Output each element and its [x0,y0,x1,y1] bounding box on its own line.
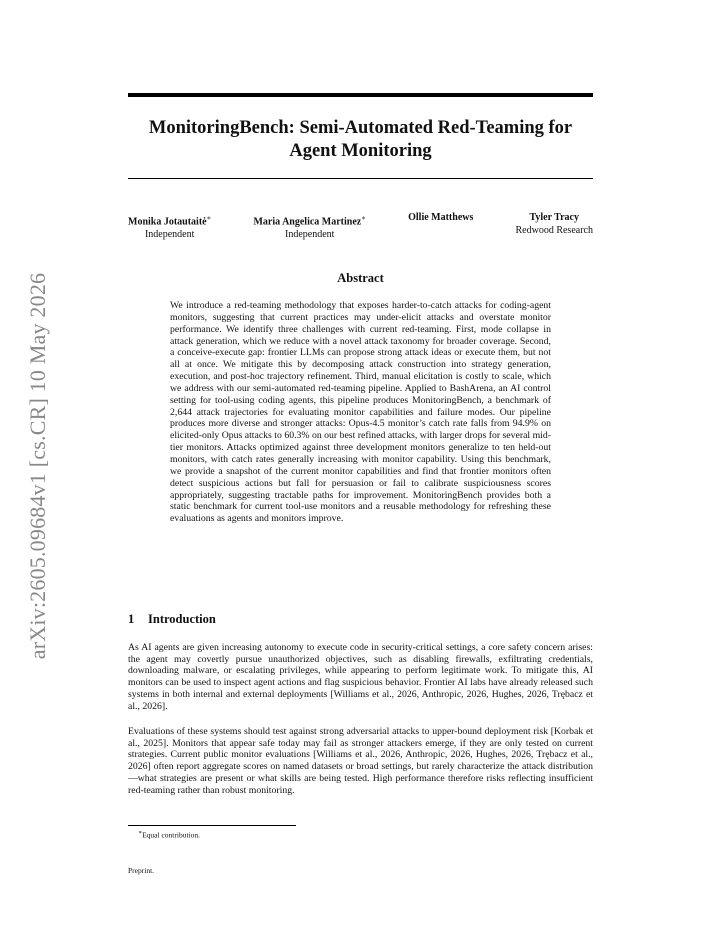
author-mark: ∗ [206,214,212,222]
title-top-rule [128,93,593,97]
author-2 [253,212,366,241]
author-name: Monika Jotautaitė [128,216,207,228]
footnote [138,829,200,840]
author-affiliation: Independent [285,228,335,240]
abstract-text: We introduce a red-teaming methodology that exposes harder-to-catch attacks for coding-agent monitors, suggesting that current practices may under-elicit attacks and overstate monitor performance. We identify three challenges with current red-teaming. First, mode collapse in attack generation, which we reduce with a novel attack taxonomy for broader coverage. Second, a conceive-execute gap: frontier LLMs can propose strong attack ideas or execute them, but not all at once. We mitigate this by decomposing attack construction into strategy generation, execution, and post-hoc trajectory refinement. Third, manual elicitation is costly to scale, which we address with our semi-automated red-teaming pipeline. Applied to BashArena, an AI control setting for tool-using coding agents, this pipeline produces MonitoringBench, a benchmark of 2,644 attack trajectories for evaluating monitor capabilities and failure modes. Our pipeline produces more diverse and stronger attacks: Opus-4.5 monitor’s catch rate falls from 94.9% on elicited-only Opus attacks to 60.3% on our best refined attacks, with larger drops for several mid-tier monitors. Attacks optimized against three development monitors generalize to ten held-out monitors, with catch rates generally increasing with monitor capability. Using this benchmark, we provide a snapshot of the current monitor capabilities and find that frontier monitors often detect suspicious actions but fall for persuasion or fail to calibrate suspiciousness scores appropriately, suggesting tractable paths for improvement. MonitoringBench provides both a static benchmark for current tool-use monitors and a reusable methodology for refreshing these evaluations as agents and monitors improve. [170,300,551,525]
author-affiliation: Independent [144,228,195,240]
author-affiliation: Redwood Research [515,224,593,236]
footnote-text: Equal contribution. [142,830,200,840]
title-bottom-rule [128,178,593,179]
author-3 [408,212,473,241]
footnote-mark: ∗ [138,830,143,836]
author-name: Maria Angelica Martinez [253,216,362,228]
author-4 [515,212,592,241]
footnote-rule [128,825,296,826]
author-1 [128,212,211,241]
paper-title: MonitoringBench: Semi-Automated Red-Teaming for Agent Monitoring [148,118,573,161]
arxiv-watermark: arXiv:2605.09684v1 [cs.CR] 10 May 2026 [25,272,50,660]
author-list [128,212,593,241]
abstract-heading: Abstract [337,271,384,285]
intro-paragraph-2: Evaluations of these systems should test against strong adversarial attacks to upper-bound deployment risk [Korbak et al., 2025]. Monitors that appear safe today may fail as stronger attackers emerge, if they are only tested on current strategies. Current public monitor evaluations [Williams et al., 2026, Anthropic, 2026, Hughes, 2026, Trębacz et al., 2026] often report aggregate scores on named datasets or broad settings, but rarely characterize the attack distribution—what strategies are present or what skills are being tested. High performance therefore risks reflecting insufficient red-teaming rather than robust monitoring. [128,726,593,796]
section-heading [128,612,216,627]
author-mark: ∗ [361,214,366,222]
preprint-label: Preprint. [128,866,155,875]
section-number: 1 [128,612,135,626]
section-title: Introduction [148,612,216,626]
author-name: Ollie Matthews [408,212,474,223]
intro-paragraph-1: As AI agents are given increasing autonomy to execute code in security-critical settings, a core safety concern arises: the agent may covertly pursue unauthorized objectives, such as disabling firewalls, exfiltrating credentials, downloading malware, or escalating privileges, while appearing to perform legitimate work. To mitigate this, AI monitors can be used to inspect agent actions and flag suspicious behavior. Frontier AI labs have already released such systems in both internal and external deployments [Williams et al., 2026, Anthropic, 2026, Hughes, 2026, Trębacz et al., 2026]. [128,642,593,712]
author-name: Tyler Tracy [529,212,579,223]
